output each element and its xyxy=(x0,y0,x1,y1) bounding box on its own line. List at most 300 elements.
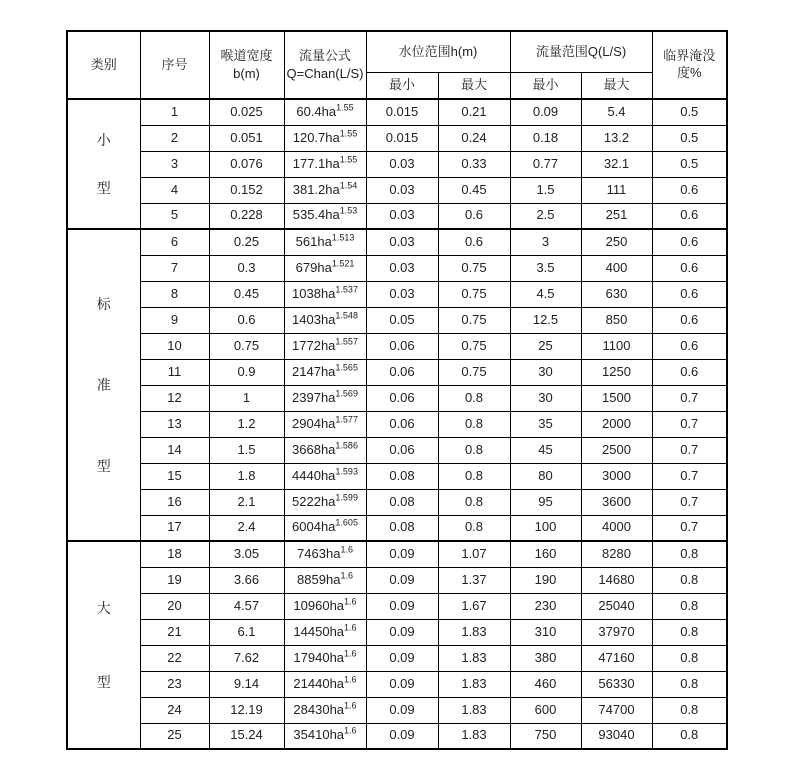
cell-throat-width: 0.3 xyxy=(209,255,284,281)
cell-submergence: 0.5 xyxy=(652,99,727,125)
table-row xyxy=(67,333,727,359)
cell-formula xyxy=(284,385,366,411)
cell-flow-max: 111 xyxy=(581,177,652,203)
cell-throat-width: 1 xyxy=(209,385,284,411)
cell-index: 25 xyxy=(140,723,209,749)
table-row xyxy=(67,489,727,515)
formula-exponent: 1.586 xyxy=(335,440,358,451)
cell-level-max: 1.37 xyxy=(438,567,510,593)
table-row xyxy=(67,671,727,697)
cell-throat-width: 9.14 xyxy=(209,671,284,697)
cell-throat-width: 0.076 xyxy=(209,151,284,177)
cell-flow-min: 30 xyxy=(510,385,581,411)
cell-flow-min: 310 xyxy=(510,619,581,645)
cell-flow-max: 37970 xyxy=(581,619,652,645)
cell-throat-width: 0.75 xyxy=(209,333,284,359)
cell-flow-min: 100 xyxy=(510,515,581,541)
category-char: 型 xyxy=(96,179,111,196)
formula-base: 177.1ha xyxy=(292,155,340,171)
header-index: 序号 xyxy=(140,31,209,99)
cell-level-max: 0.75 xyxy=(438,281,510,307)
table-row xyxy=(67,463,727,489)
header-category: 类别 xyxy=(67,31,140,99)
cell-flow-min: 160 xyxy=(510,541,581,567)
cell-level-min: 0.015 xyxy=(366,125,438,151)
cell-throat-width: 0.6 xyxy=(209,307,284,333)
cell-index: 7 xyxy=(140,255,209,281)
category-char: 小 xyxy=(96,132,111,149)
cell-level-min: 0.09 xyxy=(366,593,438,619)
cell-level-max: 1.07 xyxy=(438,541,510,567)
header-level-range: 水位范围h(m) xyxy=(366,31,510,73)
cell-flow-min: 190 xyxy=(510,567,581,593)
cell-submergence: 0.6 xyxy=(652,359,727,385)
cell-level-min: 0.09 xyxy=(366,671,438,697)
cell-submergence: 0.5 xyxy=(652,151,727,177)
cell-level-max: 1.83 xyxy=(438,723,510,749)
cell-index: 11 xyxy=(140,359,209,385)
cell-level-min: 0.06 xyxy=(366,385,438,411)
formula-base: 535.4ha xyxy=(292,207,340,223)
table-row xyxy=(67,437,727,463)
table-row xyxy=(67,255,727,281)
category-label xyxy=(68,102,140,226)
table-row xyxy=(67,723,727,749)
formula-base: 120.7ha xyxy=(292,129,340,145)
cell-throat-width: 0.9 xyxy=(209,359,284,385)
cell-flow-max: 3600 xyxy=(581,489,652,515)
cell-index: 19 xyxy=(140,567,209,593)
cell-submergence: 0.6 xyxy=(652,307,727,333)
cell-throat-width: 15.24 xyxy=(209,723,284,749)
cell-throat-width: 12.19 xyxy=(209,697,284,723)
header-formula-line2: Q=Chan(L/S) xyxy=(286,66,364,81)
cell-level-min: 0.09 xyxy=(366,697,438,723)
category-char: 型 xyxy=(96,457,111,474)
cell-level-max: 0.8 xyxy=(438,515,510,541)
cell-flow-max: 250 xyxy=(581,229,652,255)
formula-exponent: 1.565 xyxy=(335,362,358,373)
table-row xyxy=(67,645,727,671)
formula-base: 3668ha xyxy=(292,441,336,457)
header-submergence: 临界淹没度% xyxy=(652,31,727,99)
cell-submergence: 0.8 xyxy=(652,541,727,567)
cell-level-max: 0.6 xyxy=(438,203,510,229)
formula-base: 1772ha xyxy=(292,337,336,353)
formula-base: 1403ha xyxy=(292,311,336,327)
cell-submergence: 0.6 xyxy=(652,229,727,255)
cell-submergence: 0.8 xyxy=(652,697,727,723)
cell-flow-min: 0.09 xyxy=(510,99,581,125)
formula-base: 6004ha xyxy=(292,519,336,535)
formula-base: 2397ha xyxy=(292,389,336,405)
cell-flow-max: 74700 xyxy=(581,697,652,723)
formula-base: 7463ha xyxy=(297,545,341,561)
cell-formula xyxy=(284,723,366,749)
cell-level-min: 0.08 xyxy=(366,463,438,489)
cell-flow-min: 3 xyxy=(510,229,581,255)
cell-formula xyxy=(284,489,366,515)
table-row xyxy=(67,515,727,541)
formula-exponent: 1.54 xyxy=(339,180,358,191)
table-row xyxy=(67,281,727,307)
cell-level-max: 0.8 xyxy=(438,437,510,463)
formula-base: 21440ha xyxy=(293,675,345,691)
cell-index: 24 xyxy=(140,697,209,723)
formula-exponent: 1.557 xyxy=(335,336,358,347)
cell-level-min: 0.03 xyxy=(366,177,438,203)
formula-exponent: 1.577 xyxy=(335,414,358,425)
cell-level-min: 0.06 xyxy=(366,411,438,437)
cell-formula xyxy=(284,463,366,489)
cell-level-max: 0.45 xyxy=(438,177,510,203)
formula-base: 679ha xyxy=(295,259,332,275)
cell-formula xyxy=(284,567,366,593)
formula-base: 14450ha xyxy=(293,623,345,639)
cell-index: 20 xyxy=(140,593,209,619)
cell-throat-width: 6.1 xyxy=(209,619,284,645)
formula-exponent: 1.6 xyxy=(344,622,357,633)
formula-exponent: 1.537 xyxy=(335,284,358,295)
formula-base: 2147ha xyxy=(292,363,336,379)
cell-flow-min: 3.5 xyxy=(510,255,581,281)
category-char: 准 xyxy=(96,376,111,393)
cell-level-max: 0.8 xyxy=(438,489,510,515)
formula-exponent: 1.593 xyxy=(335,466,358,477)
cell-level-min: 0.06 xyxy=(366,359,438,385)
cell-level-min: 0.09 xyxy=(366,645,438,671)
cell-formula xyxy=(284,177,366,203)
cell-flow-max: 1100 xyxy=(581,333,652,359)
table-row xyxy=(67,619,727,645)
cell-throat-width: 1.5 xyxy=(209,437,284,463)
cell-level-max: 1.67 xyxy=(438,593,510,619)
formula-exponent: 1.521 xyxy=(331,258,355,269)
table-row xyxy=(67,567,727,593)
cell-flow-max: 2000 xyxy=(581,411,652,437)
cell-flow-min: 80 xyxy=(510,463,581,489)
formula-exponent: 1.6 xyxy=(340,544,353,555)
cell-level-max: 0.75 xyxy=(438,307,510,333)
formula-exponent: 1.55 xyxy=(336,102,354,113)
cell-level-max: 0.8 xyxy=(438,385,510,411)
cell-submergence: 0.8 xyxy=(652,593,727,619)
cell-throat-width: 2.1 xyxy=(209,489,284,515)
cell-flow-max: 1250 xyxy=(581,359,652,385)
cell-level-max: 0.8 xyxy=(438,411,510,437)
header-q-min: 最小 xyxy=(510,73,581,100)
cell-index: 12 xyxy=(140,385,209,411)
cell-formula xyxy=(284,333,366,359)
formula-exponent: 1.55 xyxy=(339,128,358,139)
cell-flow-max: 25040 xyxy=(581,593,652,619)
cell-level-min: 0.09 xyxy=(366,541,438,567)
table-row xyxy=(67,125,727,151)
cell-flow-min: 35 xyxy=(510,411,581,437)
cell-formula xyxy=(284,619,366,645)
cell-submergence: 0.6 xyxy=(652,333,727,359)
cell-throat-width: 4.57 xyxy=(209,593,284,619)
formula-exponent: 1.513 xyxy=(331,232,355,243)
cell-flow-max: 93040 xyxy=(581,723,652,749)
header-row-1 xyxy=(67,31,727,73)
cell-level-min: 0.09 xyxy=(366,619,438,645)
cell-formula xyxy=(284,307,366,333)
formula-base: 381.2ha xyxy=(292,181,340,197)
cell-submergence: 0.7 xyxy=(652,515,727,541)
table-row xyxy=(67,359,727,385)
formula-exponent: 1.548 xyxy=(335,310,358,321)
cell-level-max: 0.8 xyxy=(438,463,510,489)
cell-level-min: 0.03 xyxy=(366,281,438,307)
formula-base: 2904ha xyxy=(292,415,336,431)
header-flow-range: 流量范围Q(L/S) xyxy=(510,31,652,73)
cell-throat-width: 1.8 xyxy=(209,463,284,489)
cell-flow-max: 5.4 xyxy=(581,99,652,125)
header-throat-width-line1: 喉道宽度 xyxy=(220,48,273,64)
cell-level-min: 0.03 xyxy=(366,255,438,281)
cell-flow-max: 850 xyxy=(581,307,652,333)
header-h-max: 最大 xyxy=(438,73,510,100)
cell-formula xyxy=(284,541,366,567)
cell-submergence: 0.6 xyxy=(652,203,727,229)
cell-index: 17 xyxy=(140,515,209,541)
cell-flow-max: 251 xyxy=(581,203,652,229)
formula-base: 17940ha xyxy=(293,649,345,665)
cell-index: 8 xyxy=(140,281,209,307)
formula-base: 1038ha xyxy=(292,285,336,301)
cell-flow-max: 630 xyxy=(581,281,652,307)
header-throat-width-line2: b(m) xyxy=(233,66,260,81)
cell-submergence: 0.7 xyxy=(652,489,727,515)
cell-flow-min: 0.77 xyxy=(510,151,581,177)
cell-formula xyxy=(284,151,366,177)
formula-exponent: 1.6 xyxy=(344,674,357,685)
cell-formula xyxy=(284,281,366,307)
cell-formula xyxy=(284,125,366,151)
table-row xyxy=(67,99,727,125)
cell-level-min: 0.03 xyxy=(366,151,438,177)
cell-throat-width: 3.05 xyxy=(209,541,284,567)
cell-formula xyxy=(284,229,366,255)
cell-level-min: 0.05 xyxy=(366,307,438,333)
cell-flow-max: 400 xyxy=(581,255,652,281)
table-header xyxy=(67,31,727,99)
cell-index: 22 xyxy=(140,645,209,671)
flume-flow-table xyxy=(66,30,728,750)
cell-level-max: 1.83 xyxy=(438,619,510,645)
cell-submergence: 0.6 xyxy=(652,281,727,307)
cell-throat-width: 0.25 xyxy=(209,229,284,255)
cell-formula xyxy=(284,697,366,723)
cell-submergence: 0.7 xyxy=(652,437,727,463)
cell-level-min: 0.06 xyxy=(366,333,438,359)
cell-level-max: 0.75 xyxy=(438,255,510,281)
cell-level-max: 1.83 xyxy=(438,645,510,671)
cell-formula xyxy=(284,645,366,671)
formula-exponent: 1.6 xyxy=(344,596,357,607)
table-row xyxy=(67,177,727,203)
cell-index: 16 xyxy=(140,489,209,515)
cell-flow-min: 45 xyxy=(510,437,581,463)
cell-flow-min: 30 xyxy=(510,359,581,385)
cell-level-min: 0.015 xyxy=(366,99,438,125)
cell-flow-min: 230 xyxy=(510,593,581,619)
formula-base: 8859ha xyxy=(297,571,341,587)
cell-submergence: 0.7 xyxy=(652,463,727,489)
cell-throat-width: 0.025 xyxy=(209,99,284,125)
cell-throat-width: 2.4 xyxy=(209,515,284,541)
cell-index: 4 xyxy=(140,177,209,203)
cell-throat-width: 0.152 xyxy=(209,177,284,203)
cell-level-min: 0.03 xyxy=(366,229,438,255)
table-body xyxy=(67,99,727,749)
formula-base: 10960ha xyxy=(293,597,345,613)
cell-flow-min: 600 xyxy=(510,697,581,723)
cell-formula xyxy=(284,437,366,463)
category-label xyxy=(68,232,140,538)
table-row xyxy=(67,229,727,255)
formula-base: 28430ha xyxy=(293,701,345,717)
cell-index: 18 xyxy=(140,541,209,567)
formula-exponent: 1.6 xyxy=(344,700,357,711)
cell-flow-min: 12.5 xyxy=(510,307,581,333)
cell-throat-width: 0.051 xyxy=(209,125,284,151)
cell-index: 1 xyxy=(140,99,209,125)
cell-level-max: 0.75 xyxy=(438,333,510,359)
cell-level-min: 0.03 xyxy=(366,203,438,229)
category-cell xyxy=(67,99,140,229)
cell-submergence: 0.8 xyxy=(652,619,727,645)
cell-submergence: 0.6 xyxy=(652,255,727,281)
table-row xyxy=(67,593,727,619)
cell-flow-max: 47160 xyxy=(581,645,652,671)
cell-submergence: 0.7 xyxy=(652,385,727,411)
table-row xyxy=(67,697,727,723)
header-formula xyxy=(284,31,366,99)
formula-base: 4440ha xyxy=(292,467,336,483)
cell-index: 21 xyxy=(140,619,209,645)
cell-formula xyxy=(284,671,366,697)
cell-level-min: 0.09 xyxy=(366,567,438,593)
cell-flow-min: 750 xyxy=(510,723,581,749)
formula-exponent: 1.6 xyxy=(340,570,353,581)
header-formula-line1: 流量公式 xyxy=(298,48,351,64)
cell-level-max: 0.33 xyxy=(438,151,510,177)
header-throat-width xyxy=(209,31,284,99)
cell-index: 10 xyxy=(140,333,209,359)
formula-exponent: 1.6 xyxy=(344,725,357,736)
cell-formula xyxy=(284,411,366,437)
cell-flow-max: 3000 xyxy=(581,463,652,489)
category-cell xyxy=(67,229,140,541)
cell-flow-max: 14680 xyxy=(581,567,652,593)
cell-index: 5 xyxy=(140,203,209,229)
cell-level-min: 0.09 xyxy=(366,723,438,749)
formula-base: 561ha xyxy=(295,233,332,249)
cell-level-min: 0.06 xyxy=(366,437,438,463)
cell-level-max: 1.83 xyxy=(438,697,510,723)
cell-flow-min: 460 xyxy=(510,671,581,697)
category-cell xyxy=(67,541,140,749)
cell-level-max: 0.6 xyxy=(438,229,510,255)
cell-submergence: 0.5 xyxy=(652,125,727,151)
cell-submergence: 0.7 xyxy=(652,411,727,437)
cell-level-max: 0.21 xyxy=(438,99,510,125)
cell-submergence: 0.6 xyxy=(652,177,727,203)
cell-index: 6 xyxy=(140,229,209,255)
formula-exponent: 1.569 xyxy=(335,388,358,399)
cell-flow-min: 4.5 xyxy=(510,281,581,307)
cell-throat-width: 0.45 xyxy=(209,281,284,307)
cell-throat-width: 1.2 xyxy=(209,411,284,437)
category-char: 型 xyxy=(96,673,111,690)
cell-throat-width: 0.228 xyxy=(209,203,284,229)
formula-exponent: 1.53 xyxy=(339,205,358,216)
cell-flow-max: 4000 xyxy=(581,515,652,541)
cell-formula xyxy=(284,515,366,541)
formula-base: 60.4ha xyxy=(296,103,337,119)
cell-flow-max: 2500 xyxy=(581,437,652,463)
cell-formula xyxy=(284,593,366,619)
cell-index: 9 xyxy=(140,307,209,333)
cell-flow-min: 25 xyxy=(510,333,581,359)
table-row xyxy=(67,307,727,333)
category-char: 大 xyxy=(96,600,111,617)
cell-submergence: 0.8 xyxy=(652,645,727,671)
cell-formula xyxy=(284,255,366,281)
table-row xyxy=(67,203,727,229)
formula-exponent: 1.6 xyxy=(344,648,357,659)
cell-index: 15 xyxy=(140,463,209,489)
cell-index: 13 xyxy=(140,411,209,437)
cell-index: 3 xyxy=(140,151,209,177)
cell-flow-min: 0.18 xyxy=(510,125,581,151)
cell-formula xyxy=(284,359,366,385)
formula-exponent: 1.55 xyxy=(339,154,358,165)
cell-flow-min: 95 xyxy=(510,489,581,515)
cell-flow-min: 2.5 xyxy=(510,203,581,229)
formula-base: 5222ha xyxy=(292,493,336,509)
cell-submergence: 0.8 xyxy=(652,567,727,593)
table-row xyxy=(67,541,727,567)
formula-exponent: 1.605 xyxy=(335,517,358,528)
cell-index: 23 xyxy=(140,671,209,697)
formula-exponent: 1.599 xyxy=(335,492,358,503)
cell-level-max: 1.83 xyxy=(438,671,510,697)
header-q-max: 最大 xyxy=(581,73,652,100)
cell-submergence: 0.8 xyxy=(652,671,727,697)
cell-flow-max: 13.2 xyxy=(581,125,652,151)
table-row xyxy=(67,411,727,437)
cell-flow-max: 32.1 xyxy=(581,151,652,177)
category-label xyxy=(68,544,140,746)
cell-flow-max: 1500 xyxy=(581,385,652,411)
category-char: 标 xyxy=(96,295,111,312)
cell-level-min: 0.08 xyxy=(366,515,438,541)
cell-flow-max: 56330 xyxy=(581,671,652,697)
cell-formula xyxy=(284,203,366,229)
cell-index: 2 xyxy=(140,125,209,151)
cell-level-min: 0.08 xyxy=(366,489,438,515)
cell-flow-min: 1.5 xyxy=(510,177,581,203)
cell-formula xyxy=(284,99,366,125)
header-h-min: 最小 xyxy=(366,73,438,100)
cell-level-max: 0.75 xyxy=(438,359,510,385)
cell-index: 14 xyxy=(140,437,209,463)
cell-level-max: 0.24 xyxy=(438,125,510,151)
cell-flow-min: 380 xyxy=(510,645,581,671)
